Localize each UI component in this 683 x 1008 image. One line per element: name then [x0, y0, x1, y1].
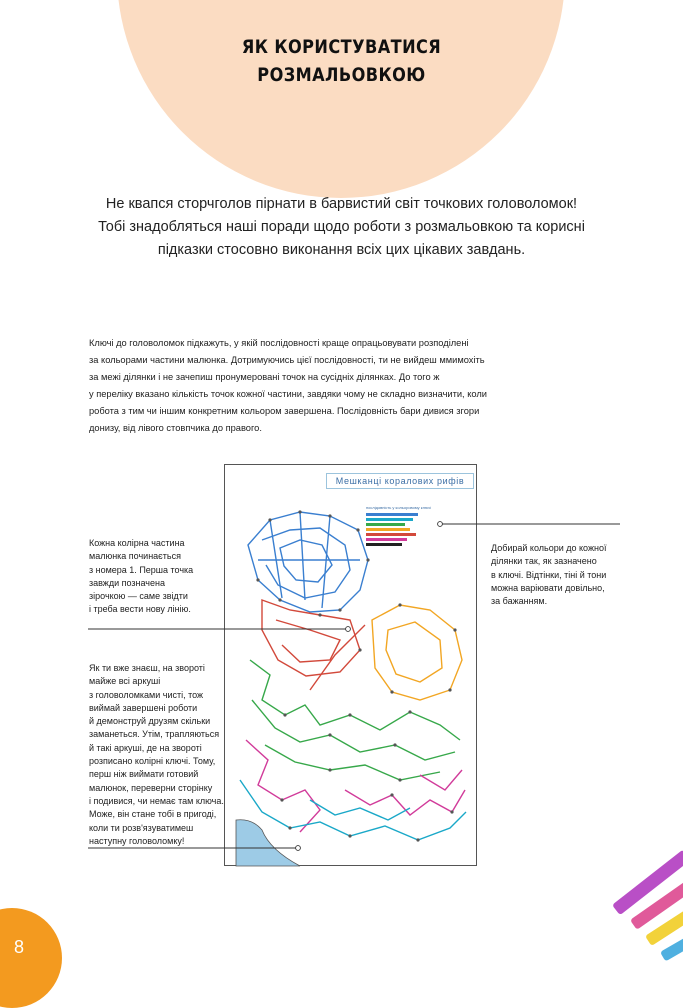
green-coral-lines	[250, 660, 460, 780]
body-text-line: за кольорами частини малюнка. Дотримуючись цієї послідовності, ти не вийдеш ммимохіть	[89, 355, 485, 365]
orange-fish-lines	[372, 605, 462, 700]
page-title-line1: ЯК КОРИСТУВАТИСЯ	[241, 36, 442, 58]
crayon-icon	[612, 850, 683, 962]
body-text-line: донизу, від лівого стовпчика до правого.	[89, 423, 262, 433]
body-text-line: у переліку вказано кількість точок кожної частини, завдяки чому не складно визначити, коли	[89, 389, 487, 399]
red-fish-lines	[262, 600, 365, 690]
intro-line: Тобі знадобляться наші поради щодо роботи з розмальовкою та корисні	[98, 219, 585, 235]
magenta-coral-lines	[246, 740, 465, 832]
color-key	[366, 505, 431, 546]
color-key-caption: послідовність у кольоровому ключі	[366, 505, 431, 510]
body-text-line: за межі ділянки і не зачепиш пронумеровані точок на сусідніх ділянках. До того ж	[89, 372, 440, 382]
intro-line: підказки стосовно виконання всіх цих цікавих завдань.	[157, 242, 526, 258]
body-text-line: робота з тим чи іншим конкретним кольором завершена. Послідовність бари дивися згори	[89, 406, 480, 416]
note-right: Добирай кольори до кожної ділянки так, як зазначено в ключі. Відтінки, тіні й тони можна варіювати довільно, за бажанням.	[491, 543, 607, 607]
intro-line: Не квапся сторчголов пірнати в барвистий світ точкових головоломок!	[105, 196, 578, 212]
page-title-line2: РОЗМАЛЬОВКОЮ	[257, 64, 426, 86]
note-left-bottom: Як ти вже знаєш, на звороті майже всі аркуші з головоломками чисті, тож виймай завершені роботи й демонструй друзям скільки заманеться. Утім, трапляються й такі аркуші, де на звороті розписано колірні ключі. Тому, перш ніж виймати готовий малюнок, переверни сторінку і подивися, чи немає там ключа. Може, він стане тобі в пригоді, коли ти розв'язуватимеш наступну головоломку!	[89, 663, 224, 846]
sheet-title: Мешканці коралових рифів	[326, 473, 474, 489]
cyan-coral-lines	[240, 780, 466, 840]
note-left-top: Кожна колірна частина малюнка починається з номера 1. Перша точка завжди позначена зірочкою — саме звідти і треба вести нову лінію.	[89, 538, 194, 615]
page-number: 8	[14, 937, 25, 957]
body-text-line: Ключі до головоломок підкажуть, у якій послідовності краще опрацьовувати розподілені	[89, 338, 469, 348]
blue-fish-lines	[248, 512, 368, 612]
